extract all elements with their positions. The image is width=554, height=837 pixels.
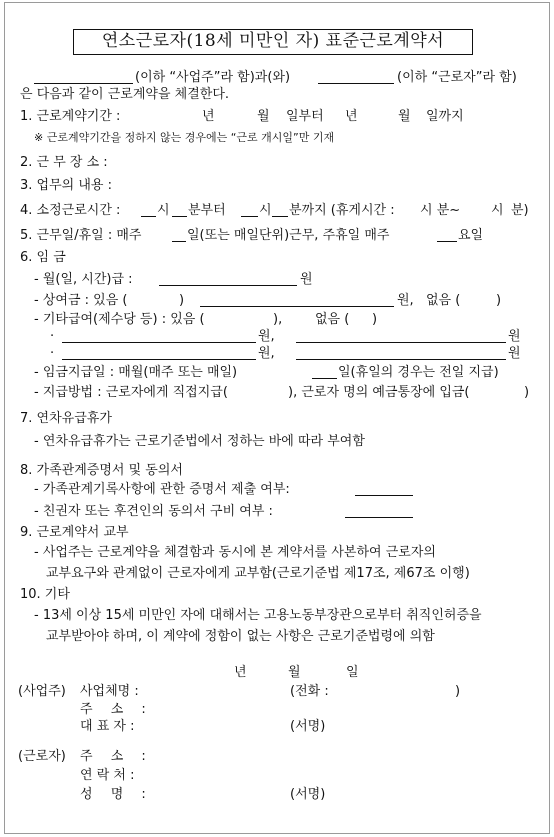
section-5-label: 5. 근무일/휴일 : 매주 <box>20 228 142 243</box>
intro-statement: 은 다음과 같이 근로계약을 체결한다. <box>20 87 230 102</box>
weekly-holiday-blank[interactable] <box>437 241 457 242</box>
bonus-won: 원, <box>397 293 414 308</box>
start-hour-label: 시 <box>157 203 170 218</box>
section-1-note: ※ 근로계약기간을 정하지 않는 경우에는 “근로 개시일”만 기재 <box>34 131 335 144</box>
worker-addr-label: 주 소 : <box>80 749 146 764</box>
worker-contact-line <box>0 768 554 784</box>
section-1-note-line <box>0 130 554 146</box>
section-10-text-b: 교부받아야 하며, 이 계약에 정함이 없는 사항은 근로기준법령에 의함 <box>46 629 435 644</box>
other-pay-won-3: 원, <box>258 346 275 361</box>
section-1-line <box>0 109 554 125</box>
intro-employer-text: (이하 “사업주”라 함)과(와) <box>135 70 291 85</box>
end-year-label: 년 <box>345 109 358 124</box>
end-hour-label: 시 <box>259 203 272 218</box>
other-pay-blank-3[interactable] <box>62 359 256 360</box>
payment-method-line <box>0 385 554 401</box>
section-10-text-1 <box>0 608 554 624</box>
payday-note: 일(휴일의 경우는 전일 지급) <box>338 365 499 380</box>
section-10-text-a: - 13세 이상 15세 미만인 자에 대해서는 고용노동부장관으로부터 취직인허증을 <box>34 608 482 623</box>
break-hour-label: 시 <box>491 203 504 218</box>
section-9-text-2 <box>0 566 554 582</box>
workdays-label: 일(또는 매일단위)근무, 주휴일 매주 <box>187 228 390 243</box>
start-minute-label: 분부터 <box>188 203 226 218</box>
payment-method-close: ) <box>524 385 530 400</box>
employer-addr-label: 주 소 : <box>80 702 146 717</box>
bonus-amount-blank[interactable] <box>200 306 394 307</box>
break-start-label: 시 분~ <box>420 203 461 218</box>
contract-day-label: 일 <box>346 665 359 680</box>
payday-label: - 임금지급일 : 매월(매주 또는 매일) <box>34 365 238 380</box>
worker-contact-label: 연 락 처 : <box>80 768 135 783</box>
section-8-label: 8. 가족관계증명서 및 동의서 <box>20 463 183 478</box>
family-cert-label: - 가족관계기록사항에 관한 증명서 제출 여부: <box>34 482 290 497</box>
section-6-label: 6. 임 금 <box>20 250 66 265</box>
other-pay-label: - 기타급여(제수당 등) : 있음 ( <box>34 312 205 327</box>
bonus-none-label: 없음 ( <box>426 293 461 308</box>
section-8-line <box>0 463 554 479</box>
other-pay-mid: ), <box>273 312 283 327</box>
consent-blank[interactable] <box>345 517 413 518</box>
other-pay-blank-4[interactable] <box>296 359 506 360</box>
end-day-label: 일까지 <box>426 109 464 124</box>
other-pay-blank-1[interactable] <box>62 342 256 343</box>
employer-phone-label: (전화 : <box>290 684 329 699</box>
end-minute-blank[interactable] <box>272 216 288 217</box>
end-month-label: 월 <box>398 109 411 124</box>
wage-won: 원 <box>300 272 313 287</box>
bonus-label: - 상여금 : 있음 ( <box>34 293 128 308</box>
other-pay-none-close: ) <box>372 312 378 327</box>
weekly-holiday-label: 요일 <box>458 228 484 243</box>
employer-role: (사업주) <box>18 684 66 699</box>
worker-name-line <box>0 787 554 803</box>
other-pay-won-1: 원, <box>258 329 275 344</box>
section-2-line <box>0 155 554 171</box>
contract-month-label: 월 <box>288 665 301 680</box>
break-end-label: 분) <box>511 203 529 218</box>
section-9-text-a: - 사업주는 근로계약을 체결함과 동시에 본 계약서를 사본하여 근로자의 <box>34 545 436 560</box>
employer-sign: (서명) <box>290 719 326 734</box>
bonus-close: ) <box>179 293 185 308</box>
document-title: 연소근로자(18세 미만인 자) 표준근로계약서 <box>73 29 473 55</box>
section-2-label: 2. 근 무 장 소 : <box>20 155 108 170</box>
section-5-line <box>0 228 554 244</box>
section-3-label: 3. 업무의 내용 : <box>20 178 112 193</box>
intro-line-2 <box>0 87 554 103</box>
start-day-label: 일부터 <box>286 109 324 124</box>
section-7-text: - 연차유급휴가는 근로기준법에서 정하는 바에 따라 부여함 <box>34 434 365 449</box>
employer-phone-close: ) <box>455 684 461 699</box>
end-minute-label: 분까지 (휴게시간 : <box>289 203 395 218</box>
start-year-label: 년 <box>202 109 215 124</box>
start-hour-blank[interactable] <box>141 216 156 217</box>
worker-addr-line <box>0 749 554 765</box>
payment-method-bank: ), 근로자 명의 예금통장에 입금( <box>288 385 470 400</box>
employer-rep-label: 대 표 자 : <box>80 719 135 734</box>
contract-year-label: 년 <box>234 665 247 680</box>
worker-sign: (서명) <box>290 787 326 802</box>
end-hour-blank[interactable] <box>241 216 258 217</box>
payment-method-label: - 지급방법 : 근로자에게 직접지급( <box>34 385 228 400</box>
bullet: · <box>50 346 55 361</box>
start-month-label: 월 <box>257 109 270 124</box>
worker-name-label: 성 명 : <box>80 787 146 802</box>
section-7-line <box>0 411 554 427</box>
contract-date-line <box>0 665 554 681</box>
family-cert-line <box>0 482 554 498</box>
employer-biz-label: 사업체명 : <box>80 684 139 699</box>
wage-amount-blank[interactable] <box>159 285 297 286</box>
employer-rep-line <box>0 719 554 735</box>
section-3-line <box>0 178 554 194</box>
payday-line <box>0 365 554 381</box>
other-pay-won-4: 원 <box>508 346 521 361</box>
wage-label: - 월(일, 시간)급 : <box>34 272 133 287</box>
section-10-line <box>0 587 554 603</box>
section-7-label: 7. 연차유급휴가 <box>20 411 112 426</box>
other-pay-none-label: 없음 ( <box>315 312 350 327</box>
other-pay-line <box>0 312 554 328</box>
intro-worker-text: (이하 “근로자”라 함) <box>397 70 517 85</box>
section-9-line <box>0 525 554 541</box>
consent-label: - 친권자 또는 후견인의 동의서 구비 여부 : <box>34 504 273 519</box>
section-1-label: 1. 근로계약기간 : <box>20 109 121 124</box>
other-pay-won-2: 원 <box>508 329 521 344</box>
employer-biz-line <box>0 684 554 700</box>
payday-blank[interactable] <box>312 378 337 379</box>
section-9-text-b: 교부요구와 관계없이 근로자에게 교부함(근로기준법 제17조, 제67조 이행) <box>46 566 470 581</box>
section-4-label: 4. 소정근로시간 : <box>20 203 121 218</box>
section-7-text-line <box>0 434 554 450</box>
employer-addr-line <box>0 702 554 718</box>
consent-line <box>0 504 554 520</box>
section-10-text-2 <box>0 629 554 645</box>
section-6-line <box>0 250 554 266</box>
bullet: · <box>50 329 55 344</box>
other-pay-blank-2[interactable] <box>296 342 506 343</box>
employer-name-blank[interactable] <box>34 83 133 84</box>
start-minute-blank[interactable] <box>172 216 187 217</box>
worker-role: (근로자) <box>18 749 66 764</box>
worker-name-blank[interactable] <box>318 83 394 84</box>
family-cert-blank[interactable] <box>355 495 413 496</box>
section-9-text-1 <box>0 545 554 561</box>
bonus-none-close: ) <box>496 293 502 308</box>
section-10-label: 10. 기타 <box>20 587 70 602</box>
workdays-blank[interactable] <box>172 241 186 242</box>
section-9-label: 9. 근로계약서 교부 <box>20 525 129 540</box>
